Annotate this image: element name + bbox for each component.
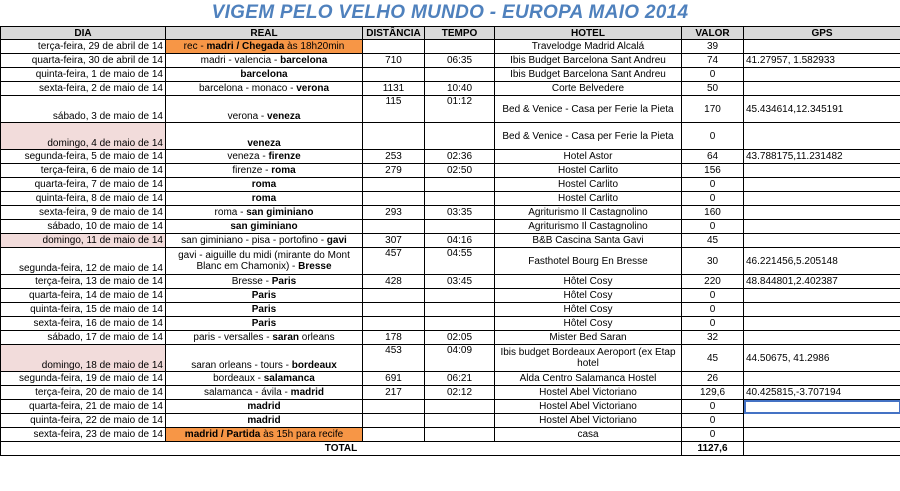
cell-valor[interactable]: 39	[682, 40, 744, 54]
cell-hotel[interactable]: Hotel Astor	[495, 150, 682, 164]
cell-real[interactable]	[166, 331, 363, 345]
real-destination: Paris	[251, 318, 277, 329]
cell-valor[interactable]: 0	[682, 428, 744, 442]
cell-gps[interactable]: 41.27957, 1.582933	[744, 54, 900, 68]
real-destination: madrid	[247, 415, 281, 426]
cell-hotel[interactable]: Ibis budget Bordeaux Aeroport (ex Etap hotel	[495, 345, 682, 372]
header-row	[1, 27, 900, 40]
table-row	[1, 400, 900, 414]
cell-dia[interactable]: terça-feira, 13 de maio de 14	[1, 275, 166, 289]
cell-dia[interactable]: segunda-feira, 19 de maio de 14	[1, 372, 166, 386]
real-suffix-text: às 18h20min	[284, 41, 345, 52]
table-row	[1, 68, 900, 82]
table-row	[1, 414, 900, 428]
table-row	[1, 150, 900, 164]
real-destination: madrid	[247, 401, 281, 412]
cell-gps[interactable]	[744, 303, 900, 317]
cell-real[interactable]	[166, 275, 363, 289]
cell-tempo[interactable]	[425, 220, 495, 234]
cell-real[interactable]	[166, 178, 363, 192]
cell-valor[interactable]: 0	[682, 414, 744, 428]
cell-hotel[interactable]: Hôtel Cosy	[495, 289, 682, 303]
real-destination: san giminiano	[230, 221, 298, 232]
cell-real[interactable]	[166, 428, 363, 442]
cell-tempo[interactable]: 02:12	[425, 386, 495, 400]
header-valor[interactable]: VALOR	[682, 27, 744, 40]
real-destination: Paris	[271, 276, 297, 287]
cell-hotel[interactable]: Bed & Venice - Casa per Ferie la Pieta	[495, 96, 682, 123]
cell-real[interactable]	[166, 123, 363, 150]
cell-valor[interactable]: 0	[682, 303, 744, 317]
cell-gps[interactable]: 40.425815,-3.707194	[744, 386, 900, 400]
cell-distancia[interactable]: 1131	[363, 82, 425, 96]
cell-tempo[interactable]	[425, 317, 495, 331]
cell-gps[interactable]: 46.221456,5.205148	[744, 248, 900, 275]
cell-real[interactable]	[166, 150, 363, 164]
total-row	[1, 442, 900, 456]
cell-real[interactable]	[166, 206, 363, 220]
table-row	[1, 96, 900, 123]
cell-gps[interactable]	[744, 428, 900, 442]
cell-valor[interactable]: 45	[682, 345, 744, 372]
table-row	[1, 317, 900, 331]
table-row	[1, 289, 900, 303]
cell-tempo[interactable]	[425, 40, 495, 54]
real-destination: Paris	[251, 304, 277, 315]
table-row	[1, 220, 900, 234]
real-route-text: san giminiano - pisa - portofino -	[181, 235, 327, 246]
cell-gps[interactable]	[744, 400, 900, 414]
cell-gps[interactable]	[744, 164, 900, 178]
cell-hotel[interactable]: Hostel Carlito	[495, 164, 682, 178]
real-destination: salamanca	[263, 373, 315, 384]
cell-distancia[interactable]	[363, 178, 425, 192]
real-route-text: Bresse -	[231, 276, 272, 287]
table-row	[1, 331, 900, 345]
real-route-text: roma -	[214, 207, 247, 218]
real-route-text: bordeaux -	[213, 373, 264, 384]
cell-distancia[interactable]	[363, 123, 425, 150]
real-route-text: gavi - aiguille du midi (mirante do Mont Blanc em Chamonix) -	[178, 250, 350, 272]
cell-distancia[interactable]	[363, 428, 425, 442]
real-destination: roma	[271, 165, 296, 176]
cell-tempo[interactable]	[425, 68, 495, 82]
cell-distancia[interactable]: 710	[363, 54, 425, 68]
real-destination: gavi	[326, 235, 347, 246]
table-row	[1, 164, 900, 178]
cell-distancia[interactable]	[363, 68, 425, 82]
table-row	[1, 303, 900, 317]
cell-real[interactable]	[166, 164, 363, 178]
cell-hotel[interactable]: Hostel Abel Victoriano	[495, 400, 682, 414]
cell-valor[interactable]: 170	[682, 96, 744, 123]
table-row	[1, 386, 900, 400]
real-destination: roma	[251, 179, 277, 190]
table-row	[1, 372, 900, 386]
real-destination: madrid	[290, 387, 325, 398]
cell-valor[interactable]: 220	[682, 275, 744, 289]
cell-gps[interactable]	[744, 40, 900, 54]
cell-hotel[interactable]: B&B Cascina Santa Gavi	[495, 234, 682, 248]
cell-dia[interactable]: quinta-feira, 8 de maio de 14	[1, 192, 166, 206]
real-destination: veneza	[267, 111, 301, 122]
cell-tempo[interactable]: 04:09	[425, 345, 495, 372]
real-destination: Bresse	[298, 261, 332, 272]
cell-gps[interactable]	[744, 192, 900, 206]
cell-real[interactable]	[166, 372, 363, 386]
cell-real[interactable]	[166, 289, 363, 303]
cell-dia[interactable]: quarta-feira, 14 de maio de 14	[1, 289, 166, 303]
cell-tempo[interactable]: 01:12	[425, 96, 495, 123]
cell-distancia[interactable]: 453	[363, 345, 425, 372]
real-suffix-text: às 15h para recife	[260, 429, 344, 440]
cell-tempo[interactable]	[425, 414, 495, 428]
cell-hotel[interactable]: Bed & Venice - Casa per Ferie la Pieta	[495, 123, 682, 150]
cell-distancia[interactable]	[363, 289, 425, 303]
cell-tempo[interactable]: 06:35	[425, 54, 495, 68]
table-row	[1, 234, 900, 248]
cell-hotel[interactable]: Travelodge Madrid Alcalá	[495, 40, 682, 54]
cell-real[interactable]	[166, 68, 363, 82]
cell-gps[interactable]	[744, 178, 900, 192]
cell-dia[interactable]: sexta-feira, 23 de maio de 14	[1, 428, 166, 442]
table-row	[1, 54, 900, 68]
real-destination: verona	[296, 83, 330, 94]
cell-valor[interactable]: 0	[682, 289, 744, 303]
real-route-text: veneza -	[227, 151, 269, 162]
header-gps[interactable]: GPS	[744, 27, 900, 40]
cell-dia[interactable]: segunda-feira, 12 de maio de 14	[1, 248, 166, 275]
cell-dia[interactable]: sábado, 17 de maio de 14	[1, 331, 166, 345]
cell-tempo[interactable]: 06:21	[425, 372, 495, 386]
total-gps[interactable]	[744, 442, 900, 456]
cell-hotel[interactable]: Agriturismo Il Castagnolino	[495, 220, 682, 234]
real-route-text: firenze -	[232, 165, 272, 176]
cell-valor[interactable]: 129,6	[682, 386, 744, 400]
cell-distancia[interactable]: 457	[363, 248, 425, 275]
header-dia[interactable]: DIA	[1, 27, 166, 40]
real-route-text: verona -	[227, 111, 268, 122]
cell-valor[interactable]: 0	[682, 68, 744, 82]
table-row	[1, 82, 900, 96]
cell-valor[interactable]: 26	[682, 372, 744, 386]
real-route-text: madri - valencia -	[200, 55, 281, 66]
cell-distancia[interactable]: 279	[363, 164, 425, 178]
cell-distancia[interactable]: 178	[363, 331, 425, 345]
cell-hotel[interactable]: Ibis Budget Barcelona Sant Andreu	[495, 54, 682, 68]
cell-tempo[interactable]	[425, 178, 495, 192]
total-label[interactable]: TOTAL	[1, 442, 682, 456]
real-destination: san giminiano	[246, 207, 314, 218]
cell-valor[interactable]: 74	[682, 54, 744, 68]
cell-tempo[interactable]: 03:45	[425, 275, 495, 289]
cell-gps[interactable]	[744, 317, 900, 331]
cell-valor[interactable]: 64	[682, 150, 744, 164]
cell-gps[interactable]: 45.434614,12.345191	[744, 96, 900, 123]
cell-dia[interactable]: quarta-feira, 7 de maio de 14	[1, 178, 166, 192]
cell-valor[interactable]: 0	[682, 123, 744, 150]
cell-dia[interactable]: domingo, 18 de maio de 14	[1, 345, 166, 372]
cell-distancia[interactable]: 293	[363, 206, 425, 220]
cell-hotel[interactable]: Hôtel Cosy	[495, 275, 682, 289]
cell-hotel[interactable]: Hostel Abel Victoriano	[495, 414, 682, 428]
cell-hotel[interactable]: Hostel Carlito	[495, 192, 682, 206]
cell-hotel[interactable]: Fasthotel Bourg En Bresse	[495, 248, 682, 275]
cell-dia[interactable]: segunda-feira, 5 de maio de 14	[1, 150, 166, 164]
cell-tempo[interactable]	[425, 123, 495, 150]
cell-distancia[interactable]	[363, 220, 425, 234]
cell-real[interactable]	[166, 414, 363, 428]
real-route-text: barcelona - monaco -	[198, 83, 297, 94]
cell-dia[interactable]: sábado, 3 de maio de 14	[1, 96, 166, 123]
cell-real[interactable]	[166, 303, 363, 317]
table-row	[1, 192, 900, 206]
cell-distancia[interactable]: 691	[363, 372, 425, 386]
cell-dia[interactable]: quarta-feira, 21 de maio de 14	[1, 400, 166, 414]
cell-valor[interactable]: 45	[682, 234, 744, 248]
cell-tempo[interactable]	[425, 428, 495, 442]
cell-hotel[interactable]: Agriturismo Il Castagnolino	[495, 206, 682, 220]
cell-hotel[interactable]: Mister Bed Saran	[495, 331, 682, 345]
header-real[interactable]: REAL	[166, 27, 363, 40]
cell-dia[interactable]: quarta-feira, 30 de abril de 14	[1, 54, 166, 68]
cell-hotel[interactable]: Hôtel Cosy	[495, 303, 682, 317]
real-route-text: rec -	[183, 41, 207, 52]
cell-distancia[interactable]	[363, 40, 425, 54]
cell-valor[interactable]: 32	[682, 331, 744, 345]
real-destination: firenze	[268, 151, 301, 162]
cell-hotel[interactable]: Hostel Abel Victoriano	[495, 386, 682, 400]
header-tempo[interactable]: TEMPO	[425, 27, 495, 40]
cell-tempo[interactable]	[425, 289, 495, 303]
cell-gps[interactable]	[744, 414, 900, 428]
cell-dia[interactable]: sexta-feira, 16 de maio de 14	[1, 317, 166, 331]
cell-dia[interactable]: quinta-feira, 15 de maio de 14	[1, 303, 166, 317]
cell-valor[interactable]: 50	[682, 82, 744, 96]
cell-gps[interactable]	[744, 331, 900, 345]
cell-valor[interactable]: 0	[682, 220, 744, 234]
real-destination: saran	[272, 332, 299, 343]
cell-gps[interactable]	[744, 289, 900, 303]
cell-real[interactable]	[166, 345, 363, 372]
table-row	[1, 206, 900, 220]
cell-hotel[interactable]: Corte Belvedere	[495, 82, 682, 96]
cell-real[interactable]	[166, 192, 363, 206]
cell-gps[interactable]	[744, 372, 900, 386]
cell-tempo[interactable]: 02:36	[425, 150, 495, 164]
cell-distancia[interactable]: 307	[363, 234, 425, 248]
real-destination: madri / Chegada	[206, 41, 285, 52]
real-destination: barcelona	[240, 69, 288, 80]
cell-hotel[interactable]: Alda Centro Salamanca Hostel	[495, 372, 682, 386]
cell-gps[interactable]	[744, 206, 900, 220]
cell-dia[interactable]: domingo, 11 de maio de 14	[1, 234, 166, 248]
real-destination: madrid / Partida	[184, 429, 261, 440]
cell-distancia[interactable]: 428	[363, 275, 425, 289]
cell-valor[interactable]: 0	[682, 317, 744, 331]
cell-real[interactable]	[166, 220, 363, 234]
table-row	[1, 345, 900, 372]
cell-real[interactable]	[166, 400, 363, 414]
cell-dia[interactable]: quinta-feira, 1 de maio de 14	[1, 68, 166, 82]
real-route-text: paris - versalles -	[193, 332, 273, 343]
cell-tempo[interactable]	[425, 303, 495, 317]
total-valor[interactable]: 1127,6	[682, 442, 744, 456]
cell-tempo[interactable]	[425, 192, 495, 206]
cell-gps[interactable]: 43.788175,11.231482	[744, 150, 900, 164]
cell-dia[interactable]: terça-feira, 20 de maio de 14	[1, 386, 166, 400]
cell-dia[interactable]: quinta-feira, 22 de maio de 14	[1, 414, 166, 428]
cell-valor[interactable]: 0	[682, 400, 744, 414]
cell-hotel[interactable]: Hôtel Cosy	[495, 317, 682, 331]
cell-tempo[interactable]	[425, 400, 495, 414]
real-destination: bordeaux	[291, 360, 337, 371]
cell-dia[interactable]: sábado, 10 de maio de 14	[1, 220, 166, 234]
cell-distancia[interactable]: 115	[363, 96, 425, 123]
cell-distancia[interactable]	[363, 400, 425, 414]
cell-real[interactable]	[166, 96, 363, 123]
header-hotel[interactable]: HOTEL	[495, 27, 682, 40]
cell-tempo[interactable]: 10:40	[425, 82, 495, 96]
real-suffix-text: orleans	[299, 332, 335, 343]
cell-valor[interactable]: 30	[682, 248, 744, 275]
cell-hotel[interactable]: Hostel Carlito	[495, 178, 682, 192]
cell-real[interactable]	[166, 234, 363, 248]
cell-valor[interactable]: 0	[682, 192, 744, 206]
cell-hotel[interactable]: Ibis Budget Barcelona Sant Andreu	[495, 68, 682, 82]
cell-gps[interactable]	[744, 234, 900, 248]
cell-dia[interactable]: sexta-feira, 9 de maio de 14	[1, 206, 166, 220]
cell-dia[interactable]: terça-feira, 6 de maio de 14	[1, 164, 166, 178]
cell-dia[interactable]: domingo, 4 de maio de 14	[1, 123, 166, 150]
real-destination: veneza	[247, 138, 281, 149]
cell-gps[interactable]	[744, 68, 900, 82]
table-row	[1, 248, 900, 275]
cell-gps[interactable]: 48.844801,2.402387	[744, 275, 900, 289]
cell-gps[interactable]	[744, 123, 900, 150]
cell-distancia[interactable]	[363, 303, 425, 317]
header-distancia[interactable]: DISTÂNCIA	[363, 27, 425, 40]
cell-dia[interactable]: sexta-feira, 2 de maio de 14	[1, 82, 166, 96]
table-row	[1, 178, 900, 192]
cell-tempo[interactable]: 03:35	[425, 206, 495, 220]
cell-distancia[interactable]	[363, 317, 425, 331]
real-destination: roma	[251, 193, 277, 204]
cell-hotel[interactable]: casa	[495, 428, 682, 442]
table-row	[1, 40, 900, 54]
cell-tempo[interactable]: 04:55	[425, 248, 495, 275]
itinerary-table	[0, 26, 900, 456]
cell-real[interactable]	[166, 386, 363, 400]
cell-valor[interactable]: 160	[682, 206, 744, 220]
cell-real[interactable]	[166, 317, 363, 331]
cell-real[interactable]	[166, 82, 363, 96]
cell-distancia[interactable]: 253	[363, 150, 425, 164]
sheet-title: VIGEM PELO VELHO MUNDO - EUROPA MAIO 2014	[211, 2, 689, 23]
table-row	[1, 123, 900, 150]
cell-gps[interactable]	[744, 220, 900, 234]
cell-tempo[interactable]: 02:50	[425, 164, 495, 178]
real-destination: Paris	[251, 290, 277, 301]
real-route-text: saran orleans - tours -	[191, 360, 292, 371]
table-row	[1, 275, 900, 289]
cell-gps[interactable]	[744, 82, 900, 96]
real-destination: barcelona	[280, 55, 328, 66]
cell-valor[interactable]: 0	[682, 178, 744, 192]
real-route-text: salamanca - ávila -	[203, 387, 291, 398]
cell-real[interactable]	[166, 248, 363, 275]
cell-dia[interactable]: terça-feira, 29 de abril de 14	[1, 40, 166, 54]
cell-gps[interactable]: 44.50675, 41.2986	[744, 345, 900, 372]
cell-tempo[interactable]: 02:05	[425, 331, 495, 345]
cell-real[interactable]	[166, 40, 363, 54]
table-row	[1, 428, 900, 442]
cell-tempo[interactable]: 04:16	[425, 234, 495, 248]
cell-distancia[interactable]: 217	[363, 386, 425, 400]
cell-valor[interactable]: 156	[682, 164, 744, 178]
cell-distancia[interactable]	[363, 414, 425, 428]
cell-distancia[interactable]	[363, 192, 425, 206]
cell-real[interactable]	[166, 54, 363, 68]
